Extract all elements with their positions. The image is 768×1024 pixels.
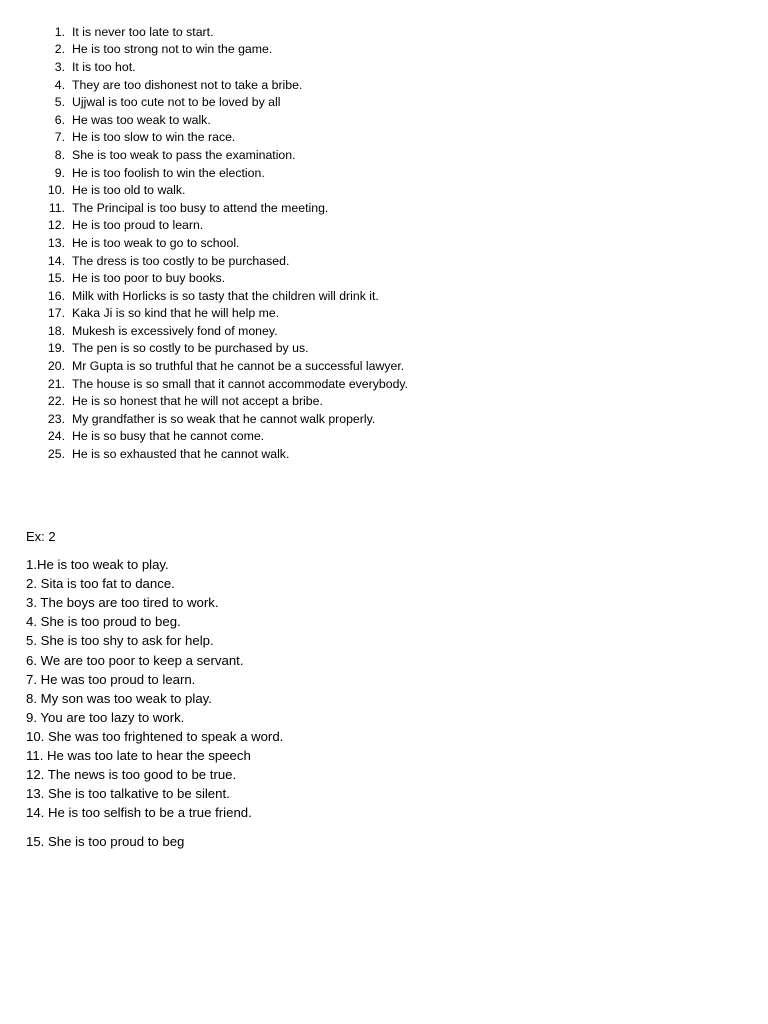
list-item	[40, 41, 408, 59]
list-item	[40, 58, 408, 76]
list-item	[40, 357, 408, 375]
item-text: The pen is so costly to be purchased by us.	[72, 341, 309, 356]
item-number: 25.	[47, 447, 65, 462]
item-text: He is so busy that he cannot come.	[72, 429, 265, 444]
list-item: 1.He is too weak to play.	[26, 557, 169, 573]
list-item	[40, 199, 408, 217]
item-number: 13.	[47, 235, 65, 250]
list-item	[40, 445, 408, 463]
item-number: 8.	[54, 147, 65, 162]
item-text: He is too weak to go to school.	[72, 235, 240, 250]
list-item: 2. Sita is too fat to dance.	[26, 576, 175, 592]
item-number: 17.	[47, 306, 65, 321]
list-item	[40, 375, 408, 393]
item-number: 18.	[47, 323, 65, 338]
list-item	[40, 287, 408, 305]
item-text: It is too hot.	[72, 59, 136, 74]
item-number: 2.	[54, 42, 65, 57]
item-number: 5.	[54, 95, 65, 110]
item-number: 16.	[47, 288, 65, 303]
list-item	[40, 234, 408, 252]
list-item	[40, 252, 408, 270]
item-number: 21.	[47, 376, 65, 391]
list-item: 7. He was too proud to learn.	[26, 671, 196, 687]
item-text: He is too poor to buy books.	[72, 271, 226, 286]
item-text: He is so honest that he will not accept a bribe.	[72, 394, 323, 409]
item-number: 24.	[47, 429, 65, 444]
item-text: He is too strong not to win the game.	[72, 42, 273, 57]
list-item	[40, 164, 408, 182]
list-item	[40, 146, 408, 164]
item-text: He is too slow to win the race.	[72, 130, 236, 145]
list-item	[40, 410, 408, 428]
list-item	[40, 392, 408, 410]
list-item: 8. My son was too weak to play.	[26, 690, 212, 706]
item-number: 9.	[54, 165, 65, 180]
item-text: It is never too late to start.	[72, 24, 214, 39]
item-number: 6.	[54, 112, 65, 127]
list-item	[40, 340, 408, 358]
item-text: He is too old to walk.	[72, 183, 186, 198]
item-number: 22.	[47, 394, 65, 409]
item-number: 20.	[47, 359, 65, 374]
list-item	[40, 322, 408, 340]
list-item	[40, 93, 408, 111]
list-item: 12. The news is too good to be true.	[26, 767, 237, 783]
list-item: 15. She is too proud to beg	[26, 834, 185, 850]
list-item	[40, 217, 408, 235]
list-item	[40, 269, 408, 287]
item-text: He is so exhausted that he cannot walk.	[72, 447, 290, 462]
list-item: 10. She was too frightened to speak a word.	[26, 728, 284, 744]
item-text: Mr Gupta is so truthful that he cannot be a successful lawyer.	[72, 359, 405, 374]
item-number: 12.	[47, 218, 65, 233]
item-text: Ujjwal is too cute not to be loved by all	[72, 95, 281, 110]
list-item	[40, 129, 408, 147]
item-text: He was too weak to walk.	[72, 112, 211, 127]
list-item: 13. She is too talkative to be silent.	[26, 786, 230, 802]
list-item: 14. He is too selfish to be a true friend.	[26, 805, 252, 821]
exercise-2-heading: Ex: 2	[26, 529, 56, 544]
item-number: 1.	[54, 24, 65, 39]
item-text: Mukesh is excessively fond of money.	[72, 323, 278, 338]
item-text: They are too dishonest not to take a bribe.	[72, 77, 303, 92]
list-item	[40, 23, 408, 41]
item-text: The dress is too costly to be purchased.	[72, 253, 290, 268]
item-text: My grandfather is so weak that he cannot walk properly.	[72, 411, 376, 426]
item-number: 19.	[47, 341, 65, 356]
item-text: Kaka Ji is so kind that he will help me.	[72, 306, 280, 321]
item-number: 23.	[47, 411, 65, 426]
item-text: The Principal is too busy to attend the meeting.	[72, 200, 329, 215]
list-item	[40, 111, 408, 129]
list-item: 4. She is too proud to beg.	[26, 614, 181, 630]
list-item	[40, 428, 408, 446]
list-item	[40, 181, 408, 199]
item-text: She is too weak to pass the examination.	[72, 147, 296, 162]
list-item: 3. The boys are too tired to work.	[26, 595, 219, 611]
item-text: Milk with Horlicks is so tasty that the children will drink it.	[72, 288, 379, 303]
list-item	[40, 76, 408, 94]
item-number: 14.	[47, 253, 65, 268]
item-number: 7.	[54, 130, 65, 145]
list-item: 5. She is too shy to ask for help.	[26, 633, 214, 649]
exercise-1-list	[40, 23, 408, 463]
item-number: 10.	[47, 183, 65, 198]
item-number: 15.	[47, 271, 65, 286]
item-number: 11.	[48, 200, 65, 215]
list-item: 6. We are too poor to keep a servant.	[26, 652, 244, 668]
item-text: The house is so small that it cannot accommodate everybody.	[72, 376, 409, 391]
item-number: 3.	[54, 59, 65, 74]
list-item: 11. He was too late to hear the speech	[26, 747, 251, 763]
list-item: 9. You are too lazy to work.	[26, 709, 185, 725]
item-text: He is too proud to learn.	[72, 218, 204, 233]
item-number: 4.	[54, 77, 65, 92]
exercise-2-list	[26, 555, 283, 851]
item-text: He is too foolish to win the election.	[72, 165, 265, 180]
list-item	[40, 305, 408, 323]
